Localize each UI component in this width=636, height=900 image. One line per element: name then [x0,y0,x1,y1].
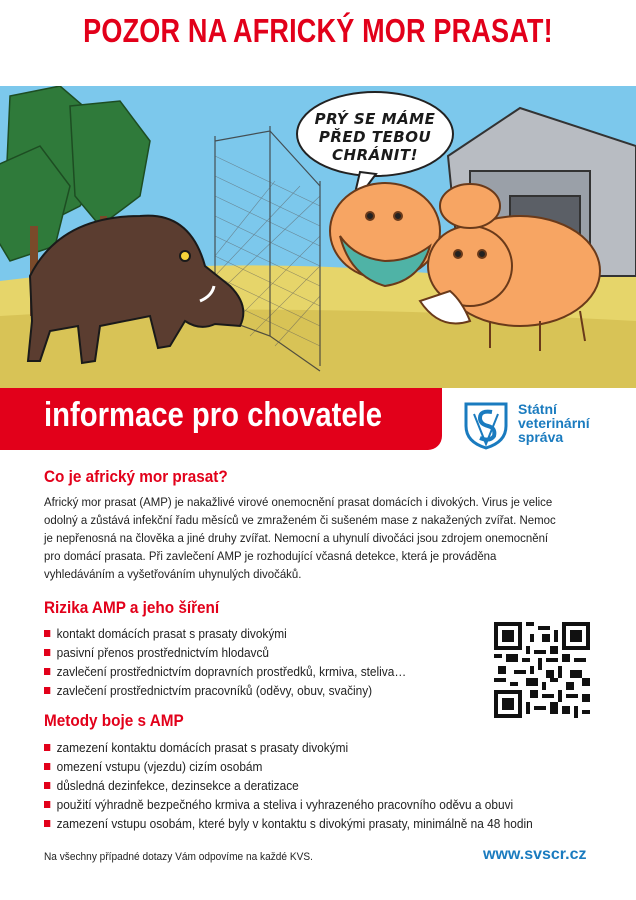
banner-title: informace pro chovatele [44,396,382,434]
section-title-risks: Rizika AMP a jeho šíření [44,598,220,617]
info-banner [0,388,442,450]
logo-line: správa [518,429,564,445]
footer-note: Na všechny případné dotazy Vám odpovíme na každé KVS. [44,851,313,863]
list-item: zavlečení prostřednictvím pracovníků (oděvy, obuv, svačiny) [44,681,406,700]
list-item: omezení vstupu (vjezdu) cizím osobám [44,757,533,776]
list-item: pasivní přenos prostřednictvím hlodavců [44,643,406,662]
logo-line: veterinární [518,415,590,431]
list-item: zamezení vstupu osobám, které byly v kontaktu s divokými prasaty, minimálně na 48 hodin [44,814,533,833]
section-title-what-is-amp: Co je africký mor prasat? [44,467,228,486]
speech-bubble-text [305,110,445,164]
speech-bubble-line: PRÝ SE MÁME [314,110,436,128]
svs-shield-logo-icon [462,400,510,450]
list-item: zamezení kontaktu domácích prasat s prasaty divokými [44,738,533,757]
logo-line: Státní [518,401,557,417]
footer-website-link[interactable]: www.svscr.cz [483,846,587,863]
list-item: důsledná dezinfekce, dezinsekce a deratizace [44,776,533,795]
section-paragraph-what-is-amp: Africký mor prasat (AMP) je nakažlivé virové onemocnění prasat domácích i divokých. Virus je velice odolný a zůstává infekční řadu měsíců ve zmraženém či sušeném mase z nakažených zvířat. Nemoc je nepřenosná na člověka a jiné druhy zvířat. Nemocní a uhynulí divočáci jsou zdrojem onemocnění pro domácí prasata. Při zavlečení AMP je rozhodující včasná detekce, která je prováděna vyhledáváním a vyšetřováním uhynulých divočáků. [44,495,556,581]
qr-code-icon[interactable] [494,622,590,718]
speech-bubble-line: CHRÁNIT! [332,146,418,164]
logo-wordmark [518,402,590,444]
page-headline: POZOR NA AFRICKÝ MOR PRASAT! [83,12,553,49]
list-item: zavlečení prostřednictvím dopravních prostředků, krmiva, steliva… [44,662,406,681]
risks-list [44,624,446,700]
svs-logo [462,400,632,450]
illustration-boar-and-pigs [0,86,636,388]
section-title-methods: Metody boje s AMP [44,711,184,730]
list-item: použití výhradně bezpečného krmiva a steliva i vyhrazeného pracovního oděvu a obuvi [44,795,533,814]
speech-bubble-line: PŘED TEBOU [318,128,432,146]
list-item: kontakt domácích prasat s prasaty divokými [44,624,406,643]
methods-list [44,738,587,833]
